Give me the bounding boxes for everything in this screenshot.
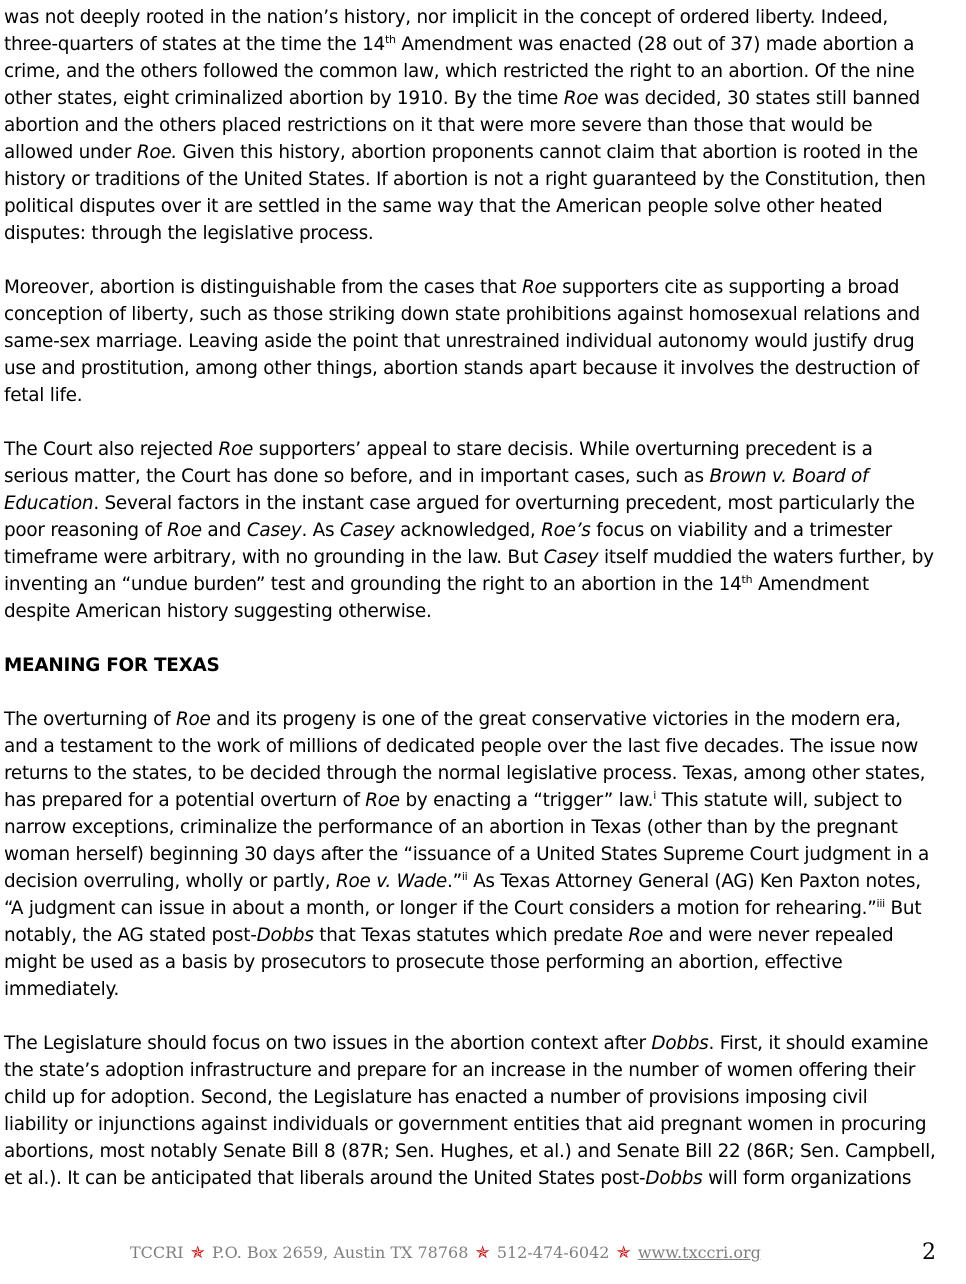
- text-run: that Texas statutes which predate: [313, 925, 629, 946]
- text-run: was decided, 30 states still banned abortion and the others placed restrictions on it that were more severe than those that would be allowed under: [4, 88, 920, 163]
- paragraph: [4, 1030, 936, 1192]
- text-run: was not deeply rooted in the nation’s history, nor implicit in the concept of ordered liberty. Indeed, three-quarters of states at the time the 14: [4, 7, 888, 55]
- footer-address: P.O. Box 2659, Austin TX 78768: [211, 1243, 469, 1262]
- text-run: Roe: [628, 925, 664, 946]
- text-run: MEANING FOR TEXAS: [4, 655, 220, 676]
- text-run: But notably, the AG stated post-: [4, 898, 922, 946]
- text-run: As Texas Attorney General (AG) Ken Paxton notes, “A judgment can issue in about a month, or longer if the Court considers a motion for rehearing.”: [4, 871, 921, 919]
- text-run: Given this history, abortion proponents cannot claim that abortion is rooted in the history or traditions of the United States. If abortion is not a right guaranteed by the Constitution, then political disputes over it are settled in the same way that the American people solve other heated disputes: through the legislative process.: [4, 142, 926, 244]
- text-run: Roe: [218, 439, 254, 460]
- paragraph: [4, 706, 936, 1003]
- text-run: and: [201, 520, 247, 541]
- text-run: Brown v. Board of Education: [4, 466, 869, 514]
- text-run: . Several factors in the instant case argued for overturning precedent, most particularly the poor reasoning of: [4, 493, 915, 541]
- text-run: supporters cite as supporting a broad conception of liberty, such as those striking down state prohibitions against homosexual relations and same-sex marriage. Leaving aside the point that unrestrained individual autonomy would justify drug use and prostitution, among other things, abortion stands apart because it involves the destruction of fetal life.: [4, 277, 920, 406]
- text-run: This statute will, subject to narrow exceptions, criminalize the performance of an abortion in Texas (other than by the pregnant woman herself) beginning 30 days after the “issuance of a United States Supreme Court judgment in a decision overruling, wholly or partly,: [4, 790, 930, 892]
- text-run: Amendment despite American history suggesting otherwise.: [4, 574, 869, 622]
- text-run: and its progeny is one of the great conservative victories in the modern era, and a testament to the work of millions of dedicated people over the last five decades. The issue now returns to the states, to be decided through the normal legislative process. Texas, among other states, has prepared for a potential overturn of: [4, 709, 926, 811]
- text-run: itself muddied the waters further, by inventing an “undue burden” test and grounding the right to an abortion in the 14: [4, 547, 934, 595]
- text-run: The overturning of: [4, 709, 176, 730]
- text-run: Roe v. Wade: [336, 871, 447, 892]
- document-body: [4, 4, 936, 1192]
- text-run: .”: [446, 871, 462, 892]
- text-run: Casey: [339, 520, 395, 541]
- star-icon: ✯: [616, 1243, 631, 1263]
- text-run: by enacting a “trigger” law.: [399, 790, 654, 811]
- text-run: focus on viability and a trimester timeframe were arbitrary, with no grounding in the law. But: [4, 520, 892, 568]
- text-run: acknowledged,: [394, 520, 542, 541]
- text-run: Roe: [521, 277, 557, 298]
- text-run: Dobbs: [256, 925, 314, 946]
- text-run: and were never repealed might be used as a basis by prosecutors to prosecute those performing an abortion, effective immediately.: [4, 925, 894, 1000]
- footnote-superscript: iii: [876, 896, 885, 910]
- footnote-superscript: ii: [461, 869, 468, 883]
- footer-website-link[interactable]: www.txccri.org: [637, 1243, 761, 1262]
- text-run: Amendment was enacted (28 out of 37) made abortion a crime, and the others followed the common law, which restricted the right to an abortion. Of the nine other states, eight criminalized abortion by 1910. By the time: [4, 34, 915, 109]
- footnote-superscript: th: [741, 572, 753, 586]
- text-run: Roe: [563, 88, 599, 109]
- text-run: The Legislature should focus on two issues in the abortion context after: [4, 1033, 652, 1054]
- text-run: supporters’ appeal to stare decisis. While overturning precedent is a serious matter, the Court has done so before, and in important cases, such as: [4, 439, 873, 487]
- footer-phone: 512-474-6042: [496, 1243, 610, 1262]
- text-run: Casey: [543, 547, 599, 568]
- text-run: Roe: [365, 790, 400, 811]
- text-run: Moreover, abortion is distinguishable from the cases that: [4, 277, 522, 298]
- footnote-superscript: i: [653, 788, 657, 802]
- text-run: . First, it should examine the state’s adoption infrastructure and prepare for an increase in the number of women offering their child up for adoption. Second, the Legislature has enacted a number of provisions imposing civil liability or injunctions against individuals or government entities that aid pregnant women in procuring abortions, most notably Senate Bill 8 (87R; Sen. Hughes, et al.) and Senate Bill 22 (86R; Sen. Campbell, et al.). It can be anticipated that liberals around the United States post-: [4, 1033, 936, 1189]
- text-run: Roe’s: [541, 520, 591, 541]
- text-run: Dobbs: [645, 1168, 703, 1189]
- paragraph: [4, 4, 936, 247]
- section-heading: [4, 652, 936, 679]
- page-number: 2: [922, 1240, 936, 1265]
- paragraph: [4, 436, 936, 625]
- text-run: Roe.: [136, 142, 178, 163]
- text-run: Casey: [246, 520, 302, 541]
- paragraph: [4, 274, 936, 409]
- text-run: . As: [301, 520, 340, 541]
- star-icon: ✯: [475, 1243, 490, 1263]
- text-run: Roe: [175, 709, 211, 730]
- text-run: Roe: [167, 520, 202, 541]
- text-run: The Court also rejected: [4, 439, 219, 460]
- footer-org: TCCRI: [130, 1243, 184, 1262]
- footnote-superscript: th: [384, 32, 396, 46]
- text-run: will form organizations: [702, 1168, 912, 1189]
- star-icon: ✯: [190, 1243, 205, 1263]
- page-footer: [130, 1243, 790, 1263]
- text-run: Dobbs: [651, 1033, 709, 1054]
